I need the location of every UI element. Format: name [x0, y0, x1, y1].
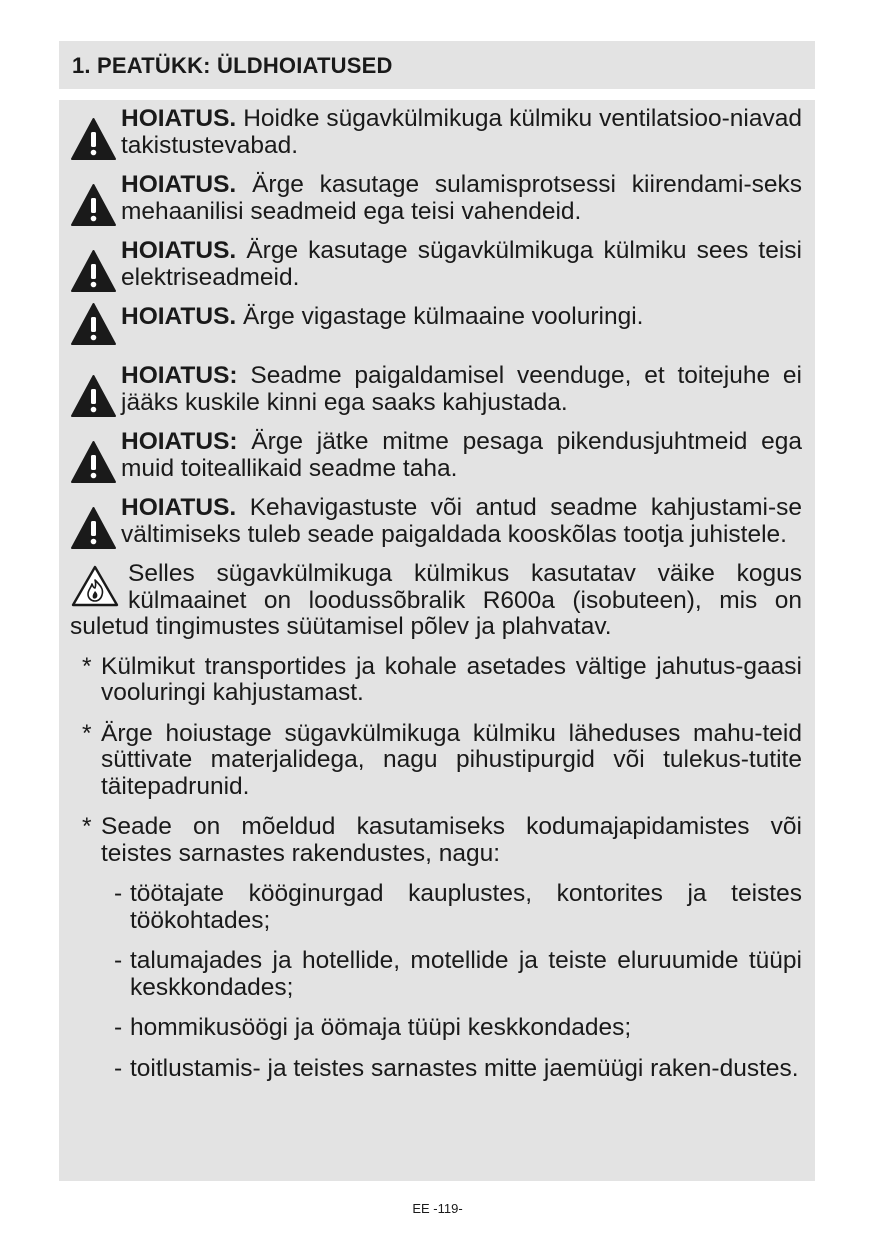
warning-item: [70, 172, 802, 225]
list-item: [70, 721, 802, 801]
warning-label: HOIATUS.: [121, 171, 237, 198]
warning-text: Seadme paigaldamisel veenduge, et toitejuhe ei jääks kuskile kinni ega saaks kahjustada.: [121, 362, 802, 416]
warning-item: [70, 304, 802, 350]
list-item: [70, 814, 802, 867]
sub-list-item: [70, 1056, 802, 1083]
warning-label: HOIATUS.: [121, 303, 237, 330]
bullet-mark: *: [82, 719, 92, 747]
bullet-mark: *: [82, 652, 92, 680]
warning-text: Hoidke sügavkülmikuga külmiku ventilatsioo-niavad takistustevabad.: [121, 105, 802, 159]
sub-list-item: [70, 948, 802, 1001]
warning-label: HOIATUS:: [121, 428, 238, 455]
sub-list-item: [70, 881, 802, 934]
sub-item-text: töötajate kööginurgad kauplustes, kontorites ja teistes töökohtades;: [130, 880, 802, 934]
chapter-title: 1. PEATÜKK: ÜLDHOIATUSED: [72, 53, 393, 78]
warning-triangle-icon: [70, 183, 117, 227]
sub-bullet-mark: -: [114, 880, 123, 907]
warning-text: Kehavigastuste või antud seadme kahjustami-se vältimiseks tuleb seade paigaldada kooskõlas tootja juhistele.: [121, 494, 802, 548]
sub-item-text: toitlustamis- ja teistes sarnastes mitte jaemüügi raken-dustes.: [130, 1054, 799, 1082]
warning-text: Ärge jätke mitme pesaga pikendusjuhtmeid ega muid toiteallikaid seadme taha.: [121, 428, 802, 482]
warning-triangle-icon: [70, 117, 117, 161]
flammable-triangle-icon: [70, 564, 120, 608]
sub-item-text: hommikusöögi ja öömaja tüüpi keskkondades;: [130, 1014, 632, 1041]
chapter-header: [59, 41, 815, 89]
warnings-panel: [59, 100, 815, 1181]
warning-item: [70, 429, 802, 482]
warning-item: [70, 363, 802, 416]
warning-item: [70, 238, 802, 291]
warning-text: Ärge kasutage sügavkülmikuga külmiku sees teisi elektriseadmeid.: [121, 237, 802, 291]
warning-text: Ärge vigastage külmaaine vooluringi.: [236, 303, 644, 330]
bullet-mark: *: [82, 813, 92, 840]
warning-triangle-icon: [70, 440, 117, 484]
warning-label: HOIATUS.: [121, 237, 237, 264]
list-item: [70, 654, 802, 707]
warning-item: [70, 495, 802, 548]
warning-label: HOIATUS.: [121, 105, 237, 132]
warning-text: Ärge kasutage sulamisprotsessi kiirendami-seks mehaanilisi seadmeid ega teisi vahendeid.: [121, 171, 802, 225]
sub-bullet-mark: -: [114, 1054, 123, 1082]
warning-triangle-icon: [70, 374, 117, 418]
flammable-note: [70, 561, 802, 641]
sub-item-text: talumajades ja hotellide, motellide ja teiste eluruumide tüüpi keskkondades;: [130, 947, 802, 1001]
bullet-text: Seade on mõeldud kasutamiseks kodumajapidamistes või teistes sarnastes rakendustes, nagu:: [101, 813, 802, 867]
warning-label: HOIATUS:: [121, 362, 238, 389]
sub-list-item: [70, 1015, 802, 1042]
warning-triangle-icon: [70, 302, 117, 346]
bullet-text: Külmikut transportides ja kohale asetades vältige jahutus-gaasi vooluringi kahjustamast.: [101, 652, 802, 706]
warning-triangle-icon: [70, 249, 117, 293]
page-number: EE -119-: [412, 1201, 463, 1216]
bullet-text: Ärge hoiustage sügavkülmikuga külmiku läheduses mahu-teid süttivate materjalidega, nagu pihustipurgid või tulekus-tutite täitepadrunid.: [101, 719, 802, 800]
warning-triangle-icon: [70, 506, 117, 550]
sub-bullet-mark: -: [114, 1014, 123, 1041]
warning-label: HOIATUS.: [121, 494, 237, 521]
sub-bullet-mark: -: [114, 947, 123, 974]
warning-item: [70, 106, 802, 159]
flammable-note-text: Selles sügavkülmikuga külmikus kasutatav väike kogus külmaainet on loodussõbralik R600a (isobuteen), mis on suletud tingimustes süütamisel põlev ja plahvatav.: [70, 560, 802, 640]
